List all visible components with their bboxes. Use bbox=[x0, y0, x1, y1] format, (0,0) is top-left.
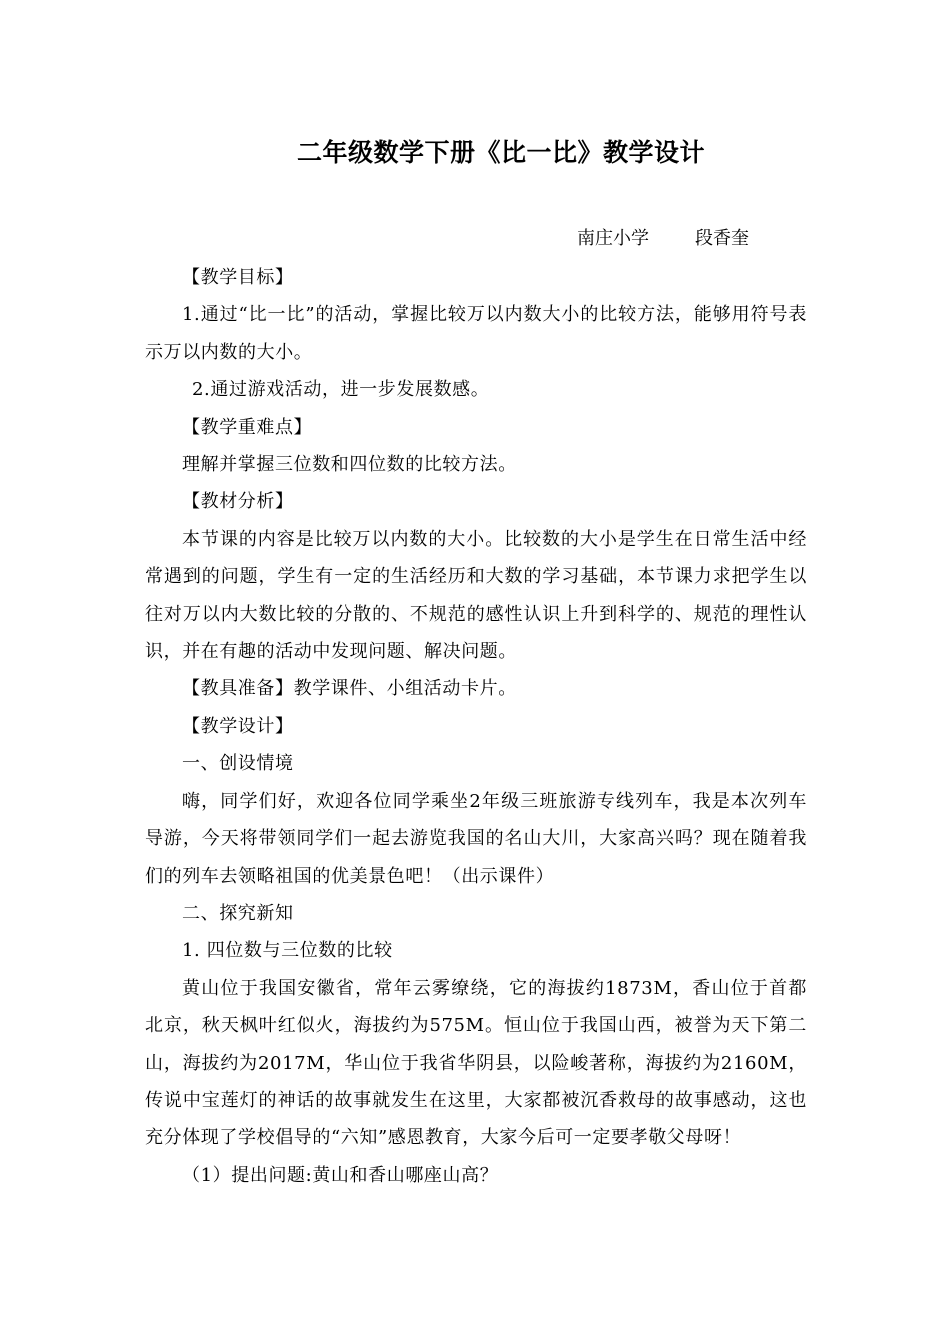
section-heading-analysis: 【教材分析】 bbox=[182, 491, 294, 513]
subsection-heading: 1. 四位数与三位数的比较 bbox=[182, 940, 393, 962]
document-body bbox=[145, 259, 807, 1194]
section-heading-key-points: 【教学重难点】 bbox=[182, 416, 313, 438]
author-name: 段香奎 bbox=[695, 228, 749, 249]
key-points-text: 理解并掌握三位数和四位数的比较方法。 bbox=[182, 454, 517, 476]
byline bbox=[577, 227, 749, 251]
step-2-heading: 二、探究新知 bbox=[182, 902, 294, 924]
objective-1: 1.通过“比一比”的活动，掌握比较万以内数大小的比较方法，能够用符号表示万以内数的大小。 bbox=[145, 304, 807, 363]
step-1-heading: 一、创设情境 bbox=[182, 753, 294, 775]
document-title: 二年级数学下册《比一比》教学设计 bbox=[296, 138, 705, 167]
section-heading-objectives: 【教学目标】 bbox=[182, 267, 294, 288]
school-name: 南庄小学 bbox=[577, 228, 649, 249]
objective-2: 2.通过游戏活动，进一步发展数感。 bbox=[192, 379, 490, 401]
step-1-text: 嗨，同学们好，欢迎各位同学乘坐2年级三班旅游专线列车，我是本次列车导游，今天将带领同学们一起去游览我国的名山大川，大家高兴吗？现在随着我们的列车去领略祖国的优美景色吧！（出示课件） bbox=[145, 790, 807, 887]
question-1: （1）提出问题:黄山和香山哪座山高？ bbox=[182, 1164, 499, 1186]
materials-text: 【教具准备】教学课件、小组活动卡片。 bbox=[182, 678, 517, 700]
analysis-text: 本节课的内容是比较万以内数的大小。比较数的大小是学生在日常生活中经常遇到的问题，学生有一定的生活经历和大数的学习基础，本节课力求把学生以往对万以内大数比较的分散的、不规范的感性认识上升到科学的、规范的理性认识，并在有趣的活动中发现问题、解决问题。 bbox=[145, 528, 807, 663]
mountains-text: 黄山位于我国安徽省，常年云雾缭绕，它的海拔约1873M，香山位于首都北京，秋天枫叶红似火，海拔约为575M。恒山位于我国山西，被誉为天下第二山，海拔约为2017M，华山位于我省华阴县，以险峻著称，海拔约为2160M，传说中宝莲灯的神话的故事就发生在这里，大家都被沉香救母的故事感动，这也充分体现了学校倡导的“六知”感恩教育，大家今后可一定要孝敬父母呀！ bbox=[145, 977, 807, 1149]
section-heading-design: 【教学设计】 bbox=[182, 715, 294, 737]
